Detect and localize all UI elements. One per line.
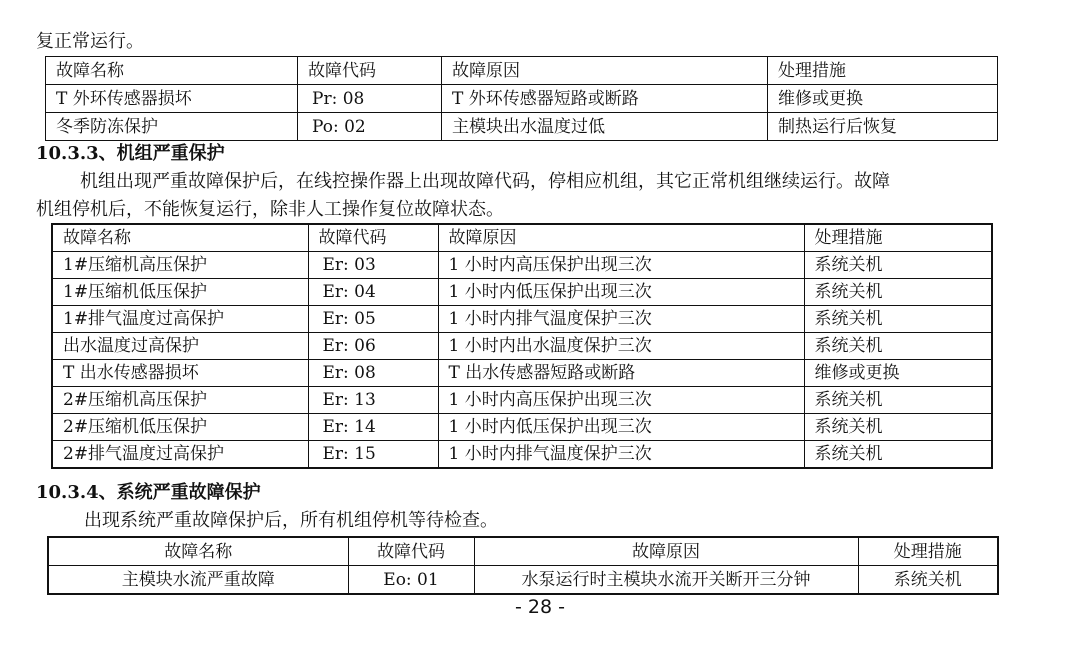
- fault-name-cell: 1#排气温度过高保护: [52, 306, 308, 333]
- table-row: [52, 306, 992, 333]
- fault-name-cell: 冬季防冻保护: [46, 113, 298, 141]
- fault-code-cell: Er: 14: [308, 414, 438, 441]
- fault-cause-cell: 1 小时内高压保护出现三次: [438, 252, 804, 279]
- fault-code-cell: Er: 15: [308, 441, 438, 469]
- fault-action-cell: 系统关机: [804, 306, 992, 333]
- section-333-paragraph-line-2: 机组停机后，不能恢复运行，除非人工操作复位故障状态。: [36, 199, 504, 220]
- fault-code-cell: Er: 05: [308, 306, 438, 333]
- fault-code-cell: Eo: 01: [348, 566, 474, 595]
- fault-cause-cell: 水泵运行时主模块水流开关断开三分钟: [474, 566, 858, 595]
- intro-line: 复正常运行。: [36, 31, 144, 52]
- header-fault-cause: 故障原因: [442, 57, 768, 85]
- fault-action-cell: 系统关机: [858, 566, 998, 595]
- table-header-row: [46, 57, 998, 85]
- fault-table-3: [47, 536, 999, 595]
- table-header-row: [52, 224, 992, 252]
- fault-action-cell: 维修或更换: [768, 85, 998, 113]
- section-heading-10-3-4: 10.3.4、系统严重故障保护: [36, 482, 261, 503]
- header-fault-name: 故障名称: [46, 57, 298, 85]
- table-row: [52, 387, 992, 414]
- page-number: - 28 -: [515, 596, 565, 618]
- table-row: [52, 252, 992, 279]
- header-fault-code: 故障代码: [348, 537, 474, 566]
- fault-code-cell: Er: 04: [308, 279, 438, 306]
- fault-table-2: [51, 223, 993, 469]
- fault-name-cell: 2#压缩机高压保护: [52, 387, 308, 414]
- fault-cause-cell: T 出水传感器短路或断路: [438, 360, 804, 387]
- header-fault-cause: 故障原因: [474, 537, 858, 566]
- fault-action-cell: 系统关机: [804, 414, 992, 441]
- section-heading-10-3-3: 10.3.3、机组严重保护: [36, 143, 225, 164]
- fault-cause-cell: 1 小时内排气温度保护三次: [438, 306, 804, 333]
- fault-table-1: [45, 56, 998, 141]
- header-fault-cause: 故障原因: [438, 224, 804, 252]
- table-row: [46, 85, 998, 113]
- fault-code-cell: Er: 03: [308, 252, 438, 279]
- fault-cause-cell: 1 小时内低压保护出现三次: [438, 414, 804, 441]
- fault-name-cell: 2#排气温度过高保护: [52, 441, 308, 469]
- fault-action-cell: 系统关机: [804, 387, 992, 414]
- fault-code-cell: Pr: 08: [298, 85, 442, 113]
- fault-name-cell: 1#压缩机低压保护: [52, 279, 308, 306]
- header-fault-code: 故障代码: [308, 224, 438, 252]
- fault-cause-cell: 1 小时内排气温度保护三次: [438, 441, 804, 469]
- fault-name-cell: 1#压缩机高压保护: [52, 252, 308, 279]
- fault-name-cell: T 出水传感器损坏: [52, 360, 308, 387]
- fault-action-cell: 系统关机: [804, 279, 992, 306]
- table-row: [52, 360, 992, 387]
- table-row: [46, 113, 998, 141]
- fault-cause-cell: 1 小时内低压保护出现三次: [438, 279, 804, 306]
- fault-cause-cell: 1 小时内出水温度保护三次: [438, 333, 804, 360]
- table-header-row: [48, 537, 998, 566]
- fault-action-cell: 系统关机: [804, 333, 992, 360]
- fault-cause-cell: 主模块出水温度过低: [442, 113, 768, 141]
- fault-name-cell: 出水温度过高保护: [52, 333, 308, 360]
- table-row: [52, 279, 992, 306]
- table-row: [52, 333, 992, 360]
- fault-name-cell: 主模块水流严重故障: [48, 566, 348, 595]
- header-fault-action: 处理措施: [858, 537, 998, 566]
- header-fault-action: 处理措施: [804, 224, 992, 252]
- header-fault-name: 故障名称: [48, 537, 348, 566]
- section-334-paragraph-line-1: 出现系统严重故障保护后，所有机组停机等待检查。: [84, 510, 498, 531]
- header-fault-name: 故障名称: [52, 224, 308, 252]
- fault-name-cell: T 外环传感器损坏: [46, 85, 298, 113]
- table-row: [48, 566, 998, 595]
- header-fault-action: 处理措施: [768, 57, 998, 85]
- fault-action-cell: 维修或更换: [804, 360, 992, 387]
- fault-cause-cell: T 外环传感器短路或断路: [442, 85, 768, 113]
- section-333-paragraph-line-1: 机组出现严重故障保护后，在线控操作器上出现故障代码，停相应机组，其它正常机组继续运行。故障: [80, 171, 890, 192]
- fault-code-cell: Er: 08: [308, 360, 438, 387]
- table-row: [52, 414, 992, 441]
- fault-action-cell: 系统关机: [804, 441, 992, 469]
- fault-name-cell: 2#压缩机低压保护: [52, 414, 308, 441]
- header-fault-code: 故障代码: [298, 57, 442, 85]
- fault-code-cell: Er: 06: [308, 333, 438, 360]
- fault-cause-cell: 1 小时内高压保护出现三次: [438, 387, 804, 414]
- table-row: [52, 441, 992, 469]
- fault-action-cell: 系统关机: [804, 252, 992, 279]
- fault-code-cell: Po: 02: [298, 113, 442, 141]
- fault-code-cell: Er: 13: [308, 387, 438, 414]
- fault-action-cell: 制热运行后恢复: [768, 113, 998, 141]
